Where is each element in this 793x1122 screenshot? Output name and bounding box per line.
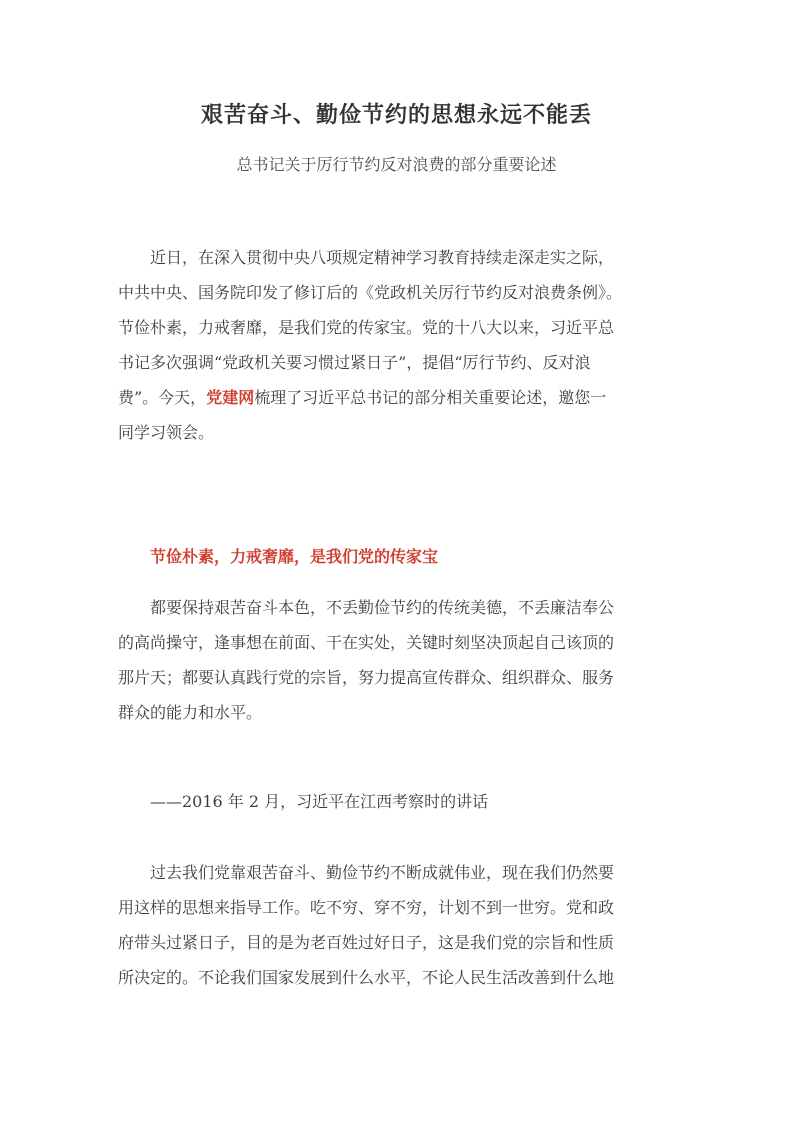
intro-line-3: 节俭朴素，力戒奢靡，是我们党的传家宝。党的十八大以来，习近平总 — [118, 318, 615, 337]
section2-line-1: 过去我们党靠艰苦奋斗、勤俭节约不断成就伟业，现在我们仍然要 — [150, 863, 615, 882]
quote-line-4: 群众的能力和水平。 — [118, 703, 263, 722]
section2-line-3: 府带头过紧日子，目的是为老百姓过好日子，这是我们党的宗旨和性质 — [118, 933, 615, 952]
intro-line-4: 书记多次强调“党政机关要习惯过紧日子”，提倡“厉行节约、反对浪 — [118, 353, 591, 372]
section-heading: 节俭朴素，力戒奢靡，是我们党的传家宝 — [150, 547, 439, 566]
intro-paragraph — [118, 240, 676, 450]
section2-paragraph — [118, 855, 676, 995]
section2-line-2: 用这样的思想来指导工作。吃不穷、穿不穷，计划不到一世穷。党和政 — [118, 898, 615, 917]
intro-line-5-after: 梳理了习近平总书记的部分相关重要论述，邀您一 — [254, 388, 607, 407]
intro-line-6: 同学习领会。 — [118, 423, 215, 442]
quote-source: ——2016 年 2 月，习近平在江西考察时的讲话 — [150, 792, 489, 811]
document-subtitle: 总书记关于厉行节约反对浪费的部分重要论述 — [236, 155, 557, 174]
intro-line-1: 近日，在深入贯彻中央八项规定精神学习教育持续走深走实之际， — [150, 248, 615, 267]
intro-line-5-before: 费”。今天， — [118, 388, 207, 407]
quote-line-1: 都要保持艰苦奋斗本色，不丢勤俭节约的传统美德，不丢廉洁奉公 — [150, 598, 615, 617]
quote-line-2: 的高尚操守，逢事想在前面、干在实处，关键时刻坚决顶起自己该顶的 — [118, 633, 615, 652]
dangjian-link[interactable]: 党建网 — [206, 388, 255, 407]
quote-paragraph — [118, 590, 676, 730]
document-title: 艰苦奋斗、勤俭节约的思想永远不能丢 — [200, 102, 592, 128]
section2-line-4: 所决定的。不论我们国家发展到什么水平，不论人民生活改善到什么地 — [118, 968, 615, 987]
intro-line-5 — [118, 380, 676, 415]
quote-line-3: 那片天；都要认真践行党的宗旨，努力提高宣传群众、组织群众、服务 — [118, 668, 615, 687]
intro-line-2: 中共中央、国务院印发了修订后的《党政机关厉行节约反对浪费条例》。 — [118, 283, 623, 302]
